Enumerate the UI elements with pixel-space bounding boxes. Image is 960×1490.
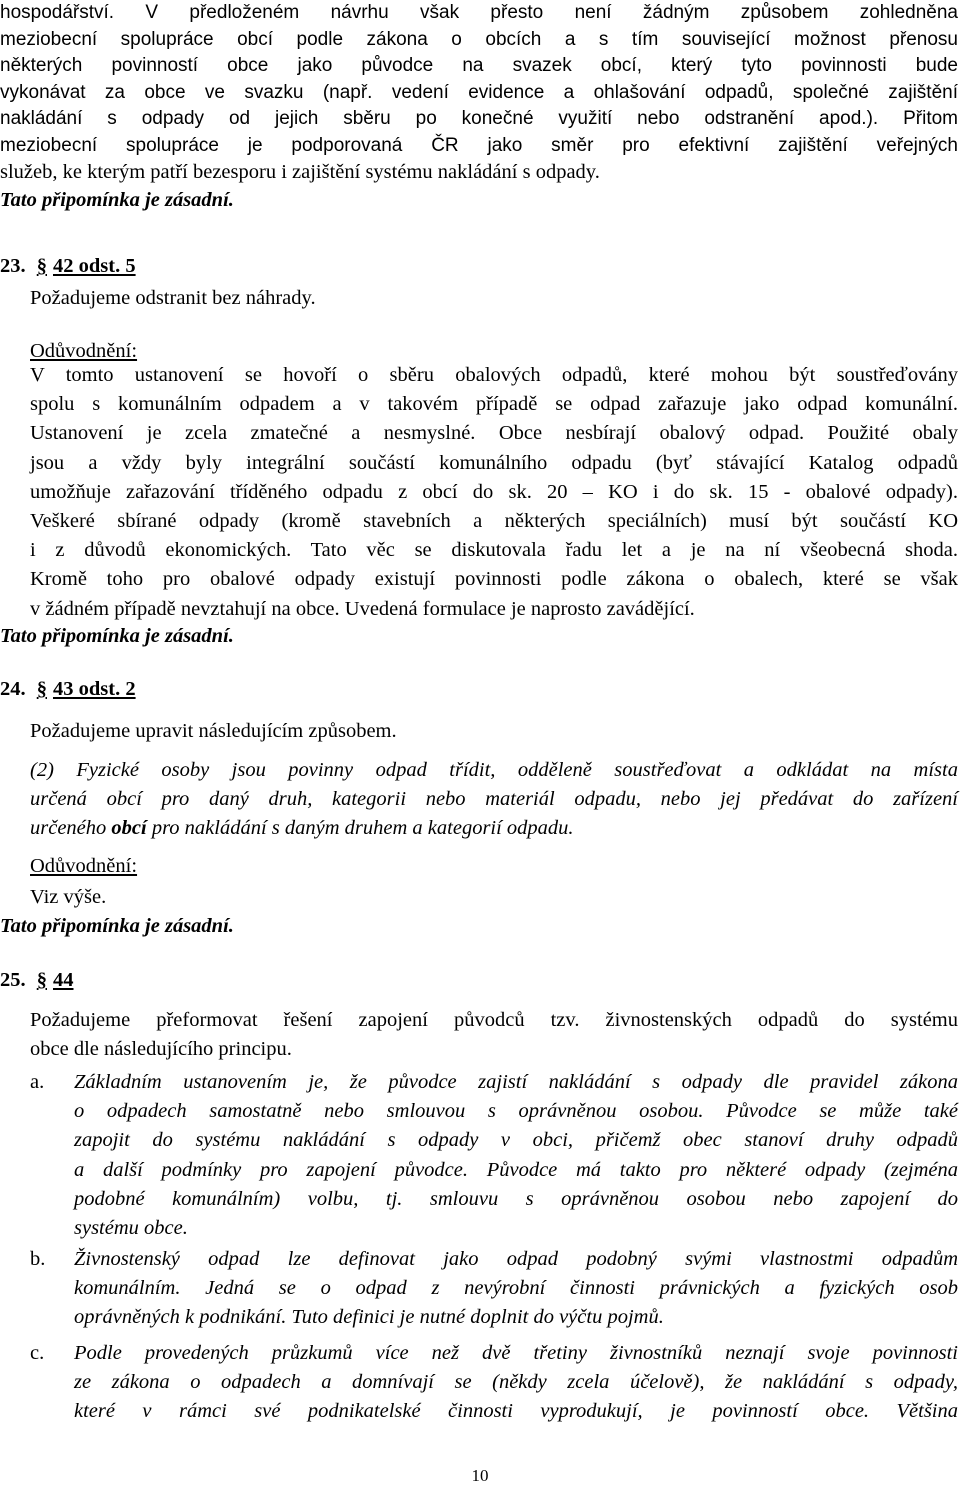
point-line: oprávněných k podnikání. Tuto definici je nutné doplnit do výčtu pojmů.: [74, 1306, 664, 1329]
item24-quote-line: určená obcí pro daný druh, kategorii nebo materiál odpadu, nebo jej předávat do zařízení: [30, 788, 958, 811]
item23-note: Tato připomínka je zásadní.: [0, 625, 234, 647]
item23-line: umožňuje zařazování tříděného odpadu z obcí do sk. 20 – KO i do sk. 15 - obalové odpady).: [30, 480, 958, 503]
item24-request: Požadujeme upravit následujícím způsobem.: [30, 720, 397, 742]
point-line: komunálním. Jedná se o odpad z nevýrobní činnosti právnických a fyzických osob: [74, 1277, 958, 1300]
item23-line: Ustanovení je zcela zmatečné a nesmyslné. Obce nesbírají obalový odpad. Použité obaly: [30, 422, 958, 445]
item23-justification: [30, 361, 958, 624]
point-line: ze zákona o odpadech a domnívají se (někdy zcela účelově), že nakládání s odpady,: [74, 1371, 958, 1394]
item25-ref: 44: [53, 969, 74, 991]
item24-ref: 43 odst. 2: [53, 678, 136, 700]
item24-heading: [0, 675, 958, 703]
point-line: podobné komunálním) volbu, tj. smlouvu s oprávněnou osobou nebo zapojení do: [74, 1187, 958, 1210]
item25-request-line: Požadujeme přeformovat řešení zapojení původců tzv. živnostenských odpadů do systému: [30, 1009, 958, 1031]
item23-number: 23.: [0, 255, 26, 277]
item25-request-line: obce dle následujícího principu.: [30, 1038, 292, 1061]
item25-number: 25.: [0, 969, 26, 991]
quote-bold-text: obcí: [111, 817, 147, 840]
item24-justification: Viz výše.: [30, 886, 107, 908]
item24-number: 24.: [0, 678, 26, 700]
intro-line: meziobecní spolupráce obcí podle zákona o obcích a s tím související možnost přenosu: [0, 28, 958, 50]
point-marker: a.: [30, 1071, 45, 1093]
point-line: systému obce.: [74, 1216, 188, 1239]
point-marker: c.: [30, 1342, 45, 1364]
item23-ref: 42 odst. 5: [53, 255, 136, 277]
quote-text: pro nakládání s daným druhem a kategorií odpadu.: [146, 817, 574, 840]
intro-line: některých povinností obce jako původce na svazek obcí, který tyto povinnosti bude: [0, 55, 958, 76]
point-body: [74, 1339, 958, 1427]
point-body: [74, 1245, 958, 1333]
item23-justification-label: Odůvodnění:: [30, 340, 138, 362]
item23-line: spolu s komunálním odpadem a v takovém případě se odpad zařazuje jako odpad komunální.: [30, 393, 958, 416]
point-marker: b.: [30, 1248, 46, 1270]
intro-line: nakládání s odpady od jejich sběru po konečné využití nebo odstranění apod.). Přitom: [0, 108, 958, 129]
item24-quote: [30, 756, 958, 844]
item24-quote-line: [30, 814, 958, 843]
intro-note: Tato připomínka je zásadní.: [0, 189, 234, 211]
item23-line: Kromě toho pro obalové odpady existují povinnosti podle zákona o obalech, které se však: [30, 568, 958, 591]
item24-justification-label: Odůvodnění:: [30, 855, 138, 877]
item23-line: V tomto ustanovení se hovoří o sběru obalových odpadů, které mohou být soustřeďovány: [30, 364, 958, 386]
point-line: Živnostenský odpad lze definovat jako odpad podobný svými vlastnostmi odpadům: [74, 1248, 958, 1270]
point-line: a další podmínky pro zapojení původce. Původce má takto pro některé odpady (zejména: [74, 1158, 958, 1181]
point-line: zapojit do systému nakládání s odpady v obci, přičemž obec stanoví druhy odpadů: [74, 1129, 958, 1152]
item24-quote-line: (2) Fyzické osoby jsou povinny odpad třídit, odděleně soustřeďovat a odkládat na místa: [30, 759, 958, 781]
item25-heading: [0, 966, 958, 994]
point-line: Základním ustanovením je, že původce zajistí nakládání s odpady dle pravidel zákona: [74, 1071, 958, 1093]
item23-line: jsou a vždy byly integrální součástí komunálního odpadu (byť stávající Katalog odpadů: [30, 451, 958, 474]
point-body: [74, 1068, 958, 1243]
intro-line: služeb, ke kterým patří bezesporu i zajištění systému nakládání s odpady.: [0, 161, 600, 183]
item23-request: Požadujeme odstranit bez náhrady.: [30, 287, 316, 309]
page-number: 10: [471, 1466, 489, 1485]
item23-heading: [0, 252, 958, 280]
item24-note: Tato připomínka je zásadní.: [0, 915, 234, 937]
point-line: Podle provedených průzkumů více než dvě třetiny živnostníků neznají svoje povinnosti: [74, 1342, 958, 1364]
intro-paragraph: [0, 0, 958, 186]
item23-line: Veškeré sbírané odpady (kromě stavebních a některých speciálních) musí být součástí KO: [30, 509, 958, 532]
point-line: o odpadech samostatně nebo smlouvou s oprávněnou osobou. Původce se může také: [74, 1100, 958, 1123]
section-symbol: §: [36, 255, 47, 277]
intro-line: meziobecní spolupráce je podporovaná ČR jako směr pro efektivní zajištění veřejných: [0, 134, 958, 156]
item23-line: i z důvodů ekonomických. Tato věc se diskutovala řadu let a je na ní všeobecná shoda.: [30, 539, 958, 562]
quote-text: určeného: [30, 817, 112, 840]
item25-request: [30, 1006, 958, 1064]
point-line: které v rámci své podnikatelské činnosti vyprodukují, je povinností obce. Většina: [74, 1400, 958, 1423]
section-symbol: §: [36, 678, 47, 700]
intro-line: vykonávat za obce ve svazku (např. vedení evidence a ohlašování odpadů, společné zajištění: [0, 81, 958, 103]
section-symbol: §: [36, 969, 47, 991]
item23-line: v žádném případě nevztahují na obce. Uvedená formulace je naprosto zavádějící.: [30, 597, 695, 620]
intro-line: hospodářství. V předloženém návrhu však přesto není žádným způsobem zohledněna: [0, 2, 958, 23]
